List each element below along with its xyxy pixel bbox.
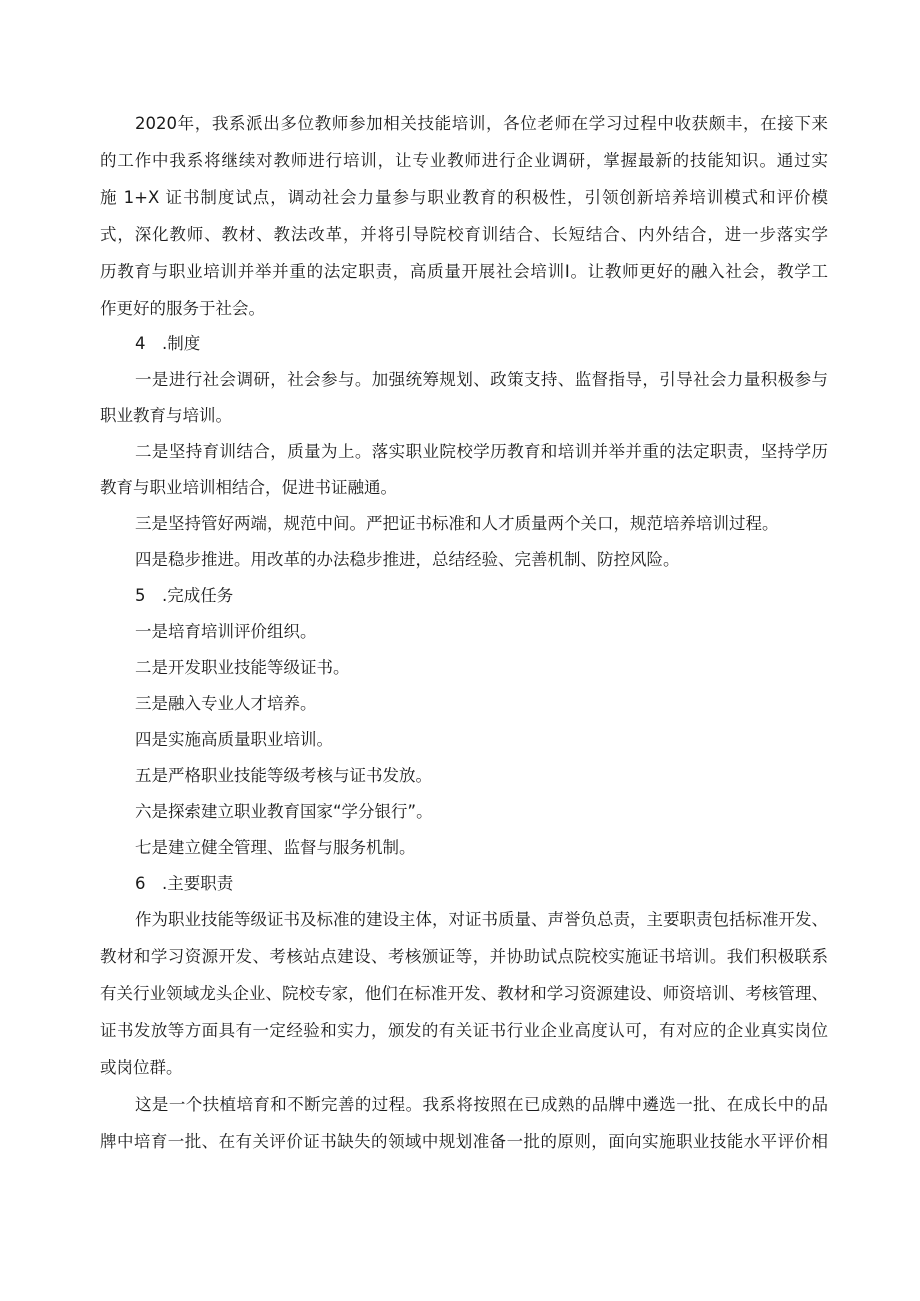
task-item: 一是培育培训评价组织。: [135, 622, 317, 641]
paragraph-line: 施 1+X 证书制度试点，调动社会力量参与职业教育的积极性，引领创新培养培训模式和评价模: [100, 188, 828, 207]
paragraph-line: 证书发放等方面具有一定经验和实力，颁发的有关证书行业企业高度认可，有对应的企业真实岗位: [100, 1021, 828, 1040]
task-item: 七是建立健全管理、监督与服务机制。: [135, 838, 416, 857]
paragraph-line: 作为职业技能等级证书及标准的建设主体，对证书质量、声誉负总责，主要职责包括标准开发、: [135, 910, 828, 929]
paragraph-line: 历教育与职业培训并举并重的法定职责，高质量开展社会培训Ⅰ。让教师更好的融入社会，教学工: [100, 262, 828, 281]
paragraph-line: 教材和学习资源开发、考核站点建设、考核颁证等，并协助试点院校实施证书培训。我们积极联系: [100, 947, 828, 966]
section-heading-5: 5 .完成任务: [135, 586, 234, 605]
section-heading-4: 4 .制度: [135, 334, 201, 353]
paragraph-line: 四是稳步推进。用改革的办法稳步推进，总结经验、完善机制、防控风险。: [135, 550, 680, 569]
paragraph-line: 牌中培育一批、在有关评价证书缺失的领域中规划准备一批的原则，面向实施职业技能水平评价相: [100, 1132, 828, 1151]
paragraph-line: 二是坚持育训结合，质量为上。落实职业院校学历教育和培训并举并重的法定职责，坚持学历: [135, 442, 828, 461]
paragraph-line: 三是坚持管好两端，规范中间。严把证书标准和人才质量两个关口，规范培养培训过程。: [135, 514, 779, 533]
paragraph-line: 教育与职业培训相结合，促进书证融通。: [100, 478, 397, 497]
paragraph-line: 式，深化教师、教材、教法改革，并将引导院校育训结合、长短结合、内外结合，进一步落实学: [100, 225, 828, 244]
paragraph-line: 作更好的服务于社会。: [100, 299, 265, 318]
paragraph-line: 的工作中我系将继续对教师进行培训，让专业教师进行企业调研，掌握最新的技能知识。通过实: [100, 151, 828, 170]
task-item: 五是严格职业技能等级考核与证书发放。: [135, 766, 432, 785]
section-heading-6: 6 .主要职责: [135, 874, 234, 893]
paragraph-line: 或岗位群。: [100, 1058, 183, 1077]
task-item: 四是实施高质量职业培训。: [135, 730, 333, 749]
task-item: 二是开发职业技能等级证书。: [135, 658, 350, 677]
paragraph-line: 2020年，我系派出多位教师参加相关技能培训，各位老师在学习过程中收获颇丰，在接下来: [135, 114, 828, 133]
task-item: 三是融入专业人才培养。: [135, 694, 317, 713]
task-item: 六是探索建立职业教育国家“学分银行”。: [135, 802, 433, 821]
paragraph-line: 一是进行社会调研，社会参与。加强统筹规划、政策支持、监督指导，引导社会力量积极参与: [135, 370, 828, 389]
paragraph-line: 职业教育与培训。: [100, 406, 232, 425]
paragraph-line: 这是一个扶植培育和不断完善的过程。我系将按照在已成熟的品牌中遴选一批、在成长中的品: [135, 1095, 828, 1114]
paragraph-line: 有关行业领域龙头企业、院校专家，他们在标准开发、教材和学习资源建设、师资培训、考核管理、: [100, 984, 828, 1003]
